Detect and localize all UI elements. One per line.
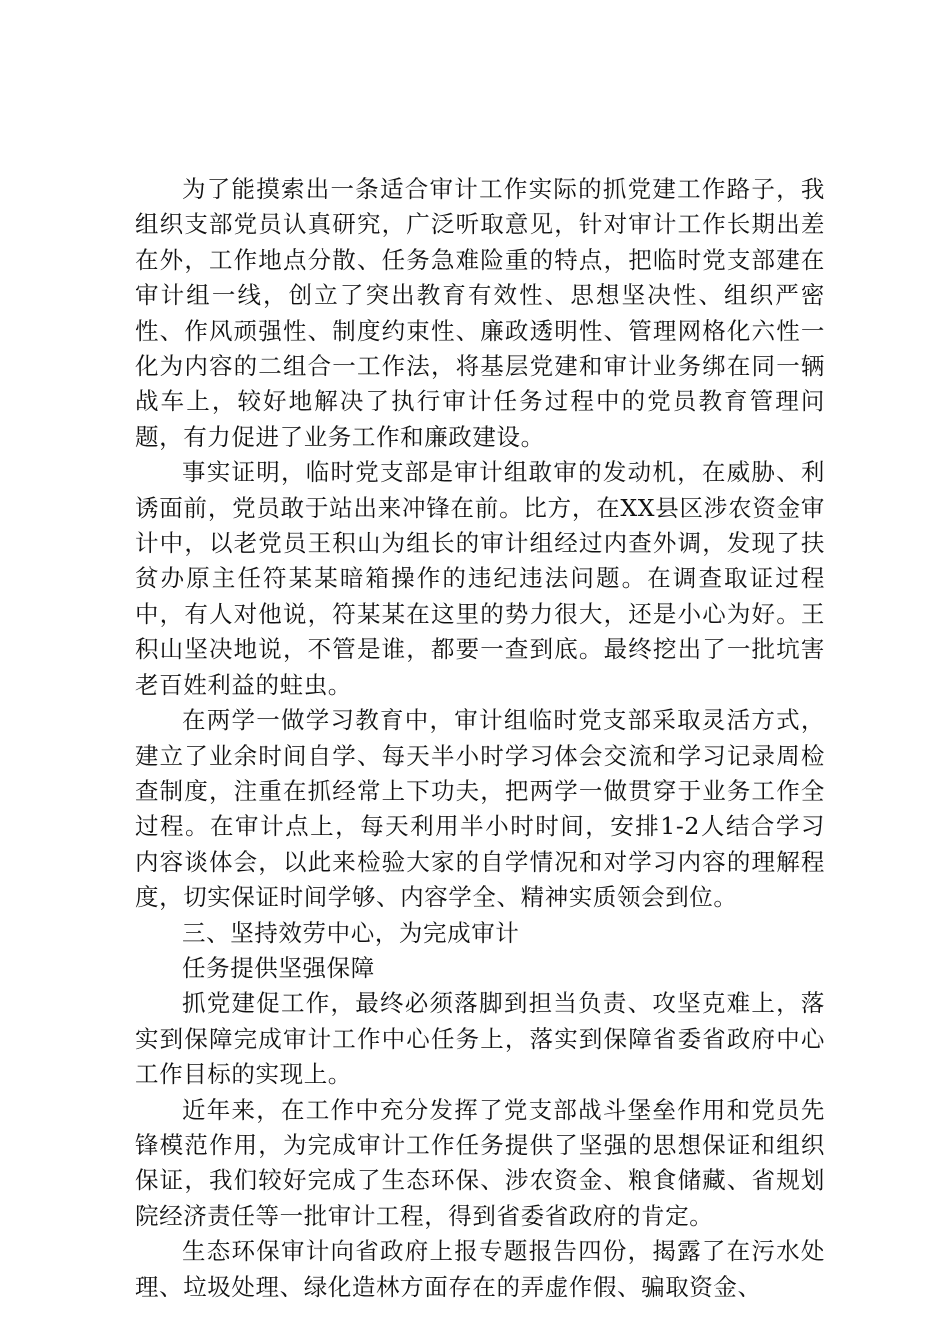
paragraph-promote-work: 抓党建促工作，最终必须落脚到担当负责、攻坚克难上，落实到保障完成审计工作中心任务上，落实到保障省委省政府中心工作目标的实现上。 — [135, 989, 825, 1089]
section-heading-line-1: 三、坚持效劳中心，为完成审计 — [182, 918, 520, 947]
paragraph-two-studies: 在两学一做学习教育中，审计组临时党支部采取灵活方式，建立了业余时间自学、每天半小时学习体会交流和学习记录周检查制度，注重在抓经常上下功夫，把两学一做贯穿于业务工作全过程。在审计点上，每天利用半小时时间，安排1-2人结合学习内容谈体会，以此来检验大家的自学情况和对学习内容的理解程度，切实保证时间学够、内容学全、精神实质领会到位。 — [135, 706, 825, 912]
paragraph-facts-prove: 事实证明，临时党支部是审计组敢审的发动机，在威胁、利诱面前，党员敢于站出来冲锋在前。比方，在XX县区涉农资金审计中，以老党员王积山为组长的审计组经过内查外调，发现了扶贫办原主任符某某暗箱操作的违纪违法问题。在调查取证过程中，有人对他说，符某某在这里的势力很大，还是小心为好。王积山坚决地说，不管是谁，都要一查到底。最终挖出了一批坑害老百姓利益的蛀虫。 — [135, 458, 825, 699]
paragraph-recent-years: 近年来，在工作中充分发挥了党支部战斗堡垒作用和党员先锋模范作用，为完成审计工作任务提供了坚强的思想保证和组织保证，我们较好完成了生态环保、涉农资金、粮食储藏、省规划院经济责任等一批审计工程，得到省委省政府的肯定。 — [135, 1095, 825, 1230]
section-heading-line-2: 任务提供坚强保障 — [182, 953, 375, 982]
paragraph-eco-audit: 生态环保审计向省政府上报专题报告四份，揭露了在污水处理、垃圾处理、绿化造林方面存在的弄虚作假、骗取资金、 — [135, 1237, 825, 1301]
paragraph-party-building-method: 为了能摸索出一条适合审计工作实际的抓党建工作路子，我组织支部党员认真研究，广泛听取意见，针对审计工作长期出差在外，工作地点分散、任务急难险重的特点，把临时党支部建在审计组一线，创立了突出教育有效性、思想坚决性、组织严密性、作风顽强性、制度约束性、廉政透明性、管理网格化六性一化为内容的二组合一工作法，将基层党建和审计业务绑在同一辆战车上，较好地解决了执行审计任务过程中的党员教育管理问题，有力促进了业务工作和廉政建设。 — [135, 175, 825, 451]
document-body — [135, 172, 825, 1305]
